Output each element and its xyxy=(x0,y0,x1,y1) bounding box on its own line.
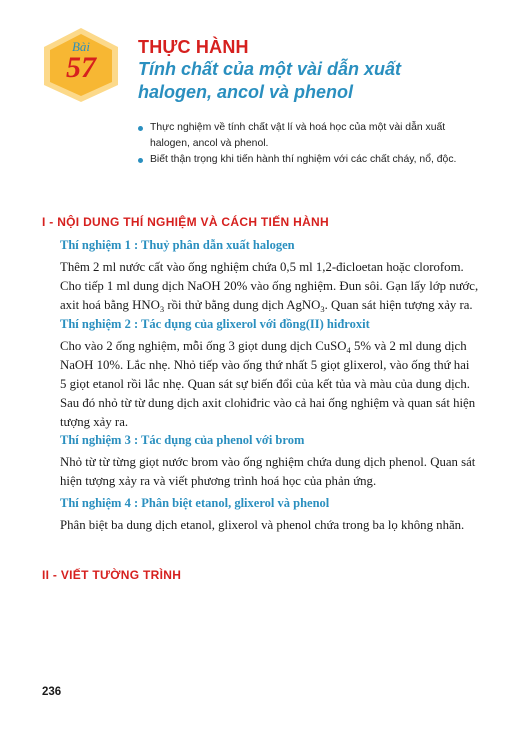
text-line: 5 giọt etanol rồi lắc nhẹ. Quan sát sự biến đổi của kết tủa và màu của dung dịch. xyxy=(60,377,470,391)
goal-line: Biết thận trọng khi tiến hành thí nghiệm với các chất cháy, nổ, độc. xyxy=(150,154,457,165)
section-heading-1: I - NỘI DUNG THÍ NGHIỆM VÀ CÁCH TIẾN HÀNH xyxy=(42,215,329,229)
experiment-4-title: Thí nghiệm 4 : Phân biệt etanol, glixerol và phenol xyxy=(60,496,330,510)
goal-line: Thực nghiệm về tính chất vật lí và hoá học của một vài dẫn xuất xyxy=(150,122,446,133)
lesson-title-main: THỰC HÀNH xyxy=(138,37,249,57)
bullet-icon xyxy=(138,158,143,163)
lesson-title-sub-2: halogen, ancol và phenol xyxy=(138,82,354,102)
text-line: Sau đó nhỏ từ từ dung dịch axit clohiđric vào cả hai ống nghiệm và quan sát hiện xyxy=(60,396,476,410)
text-line: tượng xảy ra. xyxy=(60,415,129,429)
bullet-icon xyxy=(138,126,143,131)
experiment-4-text xyxy=(60,516,502,535)
section-heading-2: II - VIẾT TƯỜNG TRÌNH xyxy=(42,568,182,582)
text-line: hiện tượng xảy ra và viết phương trình hoá học của phản ứng. xyxy=(60,474,377,488)
goal-item xyxy=(137,120,507,152)
goal-item xyxy=(137,152,507,168)
text-line: Cho vào 2 ống nghiệm, mỗi ống 3 giọt dung dịch CuSO$_4$ 5% và 2 ml dung dịch xyxy=(60,339,467,355)
text-line: axit hoá bằng $HNO_3$ rồi thử bằng dung dịch AgNO$_3$. Quan sát hiện tượng xảy ra. xyxy=(60,298,473,314)
experiment-1-title: Thí nghiệm 1 : Thuỷ phân dẫn xuất halogen xyxy=(60,238,295,252)
text-line: Thêm 2 ml nước cất vào ống nghiệm chứa 0,5 ml 1,2-đicloetan hoặc clorofom. xyxy=(60,260,464,274)
lesson-title xyxy=(138,36,518,104)
experiment-2-text xyxy=(60,337,502,432)
text-line: Nhỏ từ từ từng giọt nước brom vào ống nghiệm chứa dung dịch phenol. Quan sát xyxy=(60,455,476,469)
text-line: Cho tiếp 1 ml dung dịch NaOH 20% vào ống nghiệm. Đun sôi. Gạn lấy lớp nước, xyxy=(60,279,479,293)
lesson-number: 57 xyxy=(66,51,96,84)
lesson-label: Bài xyxy=(71,39,91,54)
text-line: NaOH 10%. Lắc nhẹ. Nhỏ tiếp vào ống thứ nhất 5 giọt glixerol, vào ống thứ hai xyxy=(60,358,470,372)
lesson-goals xyxy=(137,120,507,168)
goal-line: halogen, ancol và phenol. xyxy=(150,138,269,149)
experiment-2-title: Thí nghiệm 2 : Tác dụng của glixerol với đồng(II) hiđroxit xyxy=(60,317,370,331)
experiment-3-title: Thí nghiệm 3 : Tác dụng của phenol với brom xyxy=(60,433,305,447)
page-number: 236 xyxy=(42,686,62,698)
lesson-badge xyxy=(40,26,122,104)
text-line: Phân biệt ba dung dịch etanol, glixerol và phenol chứa trong ba lọ không nhãn. xyxy=(60,518,465,532)
experiment-3-text xyxy=(60,453,502,491)
lesson-title-sub-1: Tính chất của một vài dẫn xuất xyxy=(138,59,402,79)
experiment-1-text xyxy=(60,258,502,315)
